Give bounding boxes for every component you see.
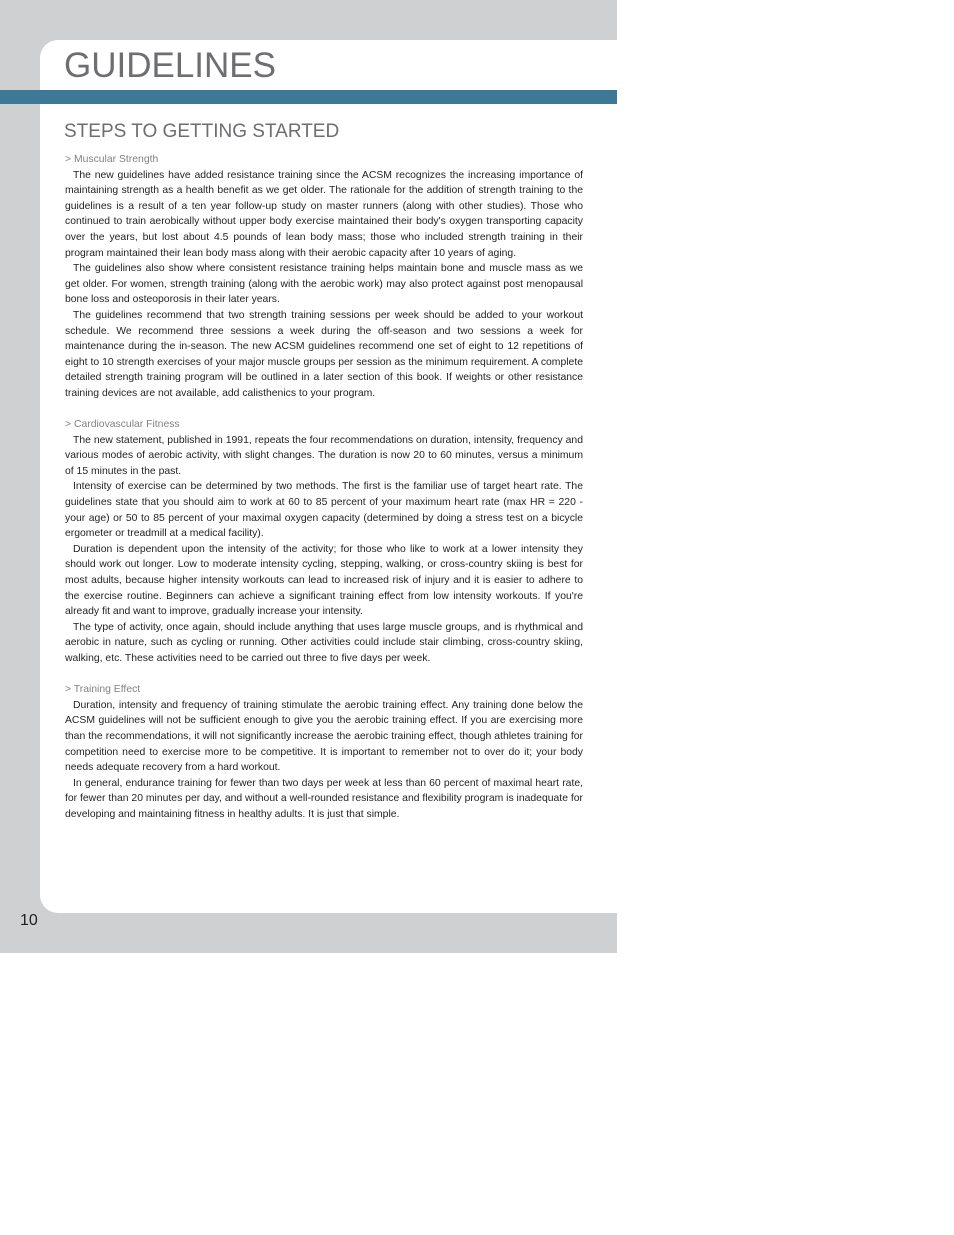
paragraph: The guidelines recommend that two strength training sessions per week should be added to your workout schedule. We recommend three sessions a week during the off-season and two sessions a week for maintenance during the in-season. The new ACSM guidelines recommend one set of eight to 12 repetitions of eight to 10 strength exercises of your major muscle groups per session as the minimum requirement. A complete detailed strength training program will be outlined in a later section of this book. If weights or other resistance training devices are not available, add calisthenics to your program. xyxy=(65,309,583,399)
subsection-heading: > Cardiovascular Fitness xyxy=(65,419,180,431)
subsection-cardiovascular-fitness xyxy=(65,417,583,667)
paragraph: In general, endurance training for fewer than two days per week at less than 60 percent of maximal heart rate, for fewer than 20 minutes per day, and without a well-rounded resistance and flexibility program is inadequate for developing and maintaining fitness in healthy adults. It is just that simple. xyxy=(65,777,583,820)
subsection-heading: > Muscular Strength xyxy=(65,154,159,165)
page-number: 10 xyxy=(20,912,38,929)
title-accent-bar xyxy=(0,90,617,104)
paragraph: Intensity of exercise can be determined by two methods. The first is the familiar use of target heart rate. The guidelines state that you should aim to work at 60 to 85 percent of your maximum heart rate (max HR = 220 - your age) or 50 to 85 percent of your maximal oxygen capacity (determined by doing a stress test on a bicycle ergometer or treadmill at a medical facility). xyxy=(65,481,583,540)
paragraph: Duration is dependent upon the intensity of the activity; for those who like to work at a lower intensity they should work out longer. Low to moderate intensity cycling, stepping, walking, or cross-country skiing is best for most adults, because higher intensity workouts can lead to increased risk of injury and it is easier to adhere to the exercise routine. Beginners can achieve a significant training effect from low intensity workouts. If you're already fit and want to improve, gradually increase your intensity. xyxy=(65,543,583,618)
subsection-training-effect xyxy=(65,682,583,822)
subsection-heading: > Training Effect xyxy=(65,684,141,696)
subsection-muscular-strength xyxy=(65,152,583,402)
paragraph: The new guidelines have added resistance training since the ACSM recognizes the increasing importance of maintaining strength as a health benefit as we get older. The rationale for the addition of strength training to the guidelines is a result of a ten year follow-up study on master runners (along with other studies). Those who continued to train aerobically without upper body exercise maintained their body's oxygen transporting capacity over the years, but lost about 4.5 pounds of lean body mass; those who included strength training in their program maintained their lean body mass along with their aerobic capacity after 10 years of aging. xyxy=(65,169,583,259)
paragraph: Duration, intensity and frequency of training stimulate the aerobic training effect. Any training done below the ACSM guidelines will not be sufficient enough to give you the aerobic training effect. If you are exercising more than the recommendations, it will not significantly increase the aerobic training effect, though athletes training for competition need to exercise more to be competitive. It is important to remember not to over do it; your body needs adequate recovery from a hard workout. xyxy=(65,699,583,774)
body-text xyxy=(65,152,583,823)
paragraph: The new statement, published in 1991, repeats the four recommendations on duration, intensity, frequency and various modes of aerobic activity, with slight changes. The duration is now 20 to 60 minutes, versus a minimum of 15 minutes in the past. xyxy=(65,434,583,477)
paragraph: The guidelines also show where consistent resistance training helps maintain bone and muscle mass as we get older. For women, strength training (along with the aerobic work) may also protect against post menopausal bone loss and osteoporosis in their later years. xyxy=(65,263,583,306)
page-title: GUIDELINES xyxy=(64,46,276,85)
section-heading: STEPS TO GETTING STARTED xyxy=(64,121,340,142)
paragraph: The type of activity, once again, should include anything that uses large muscle groups, and is rhythmical and aerobic in nature, such as cycling or running. Other activities could include stair climbing, cross-country skiing, walking, etc. These activities need to be carried out three to five days per week. xyxy=(65,621,583,664)
